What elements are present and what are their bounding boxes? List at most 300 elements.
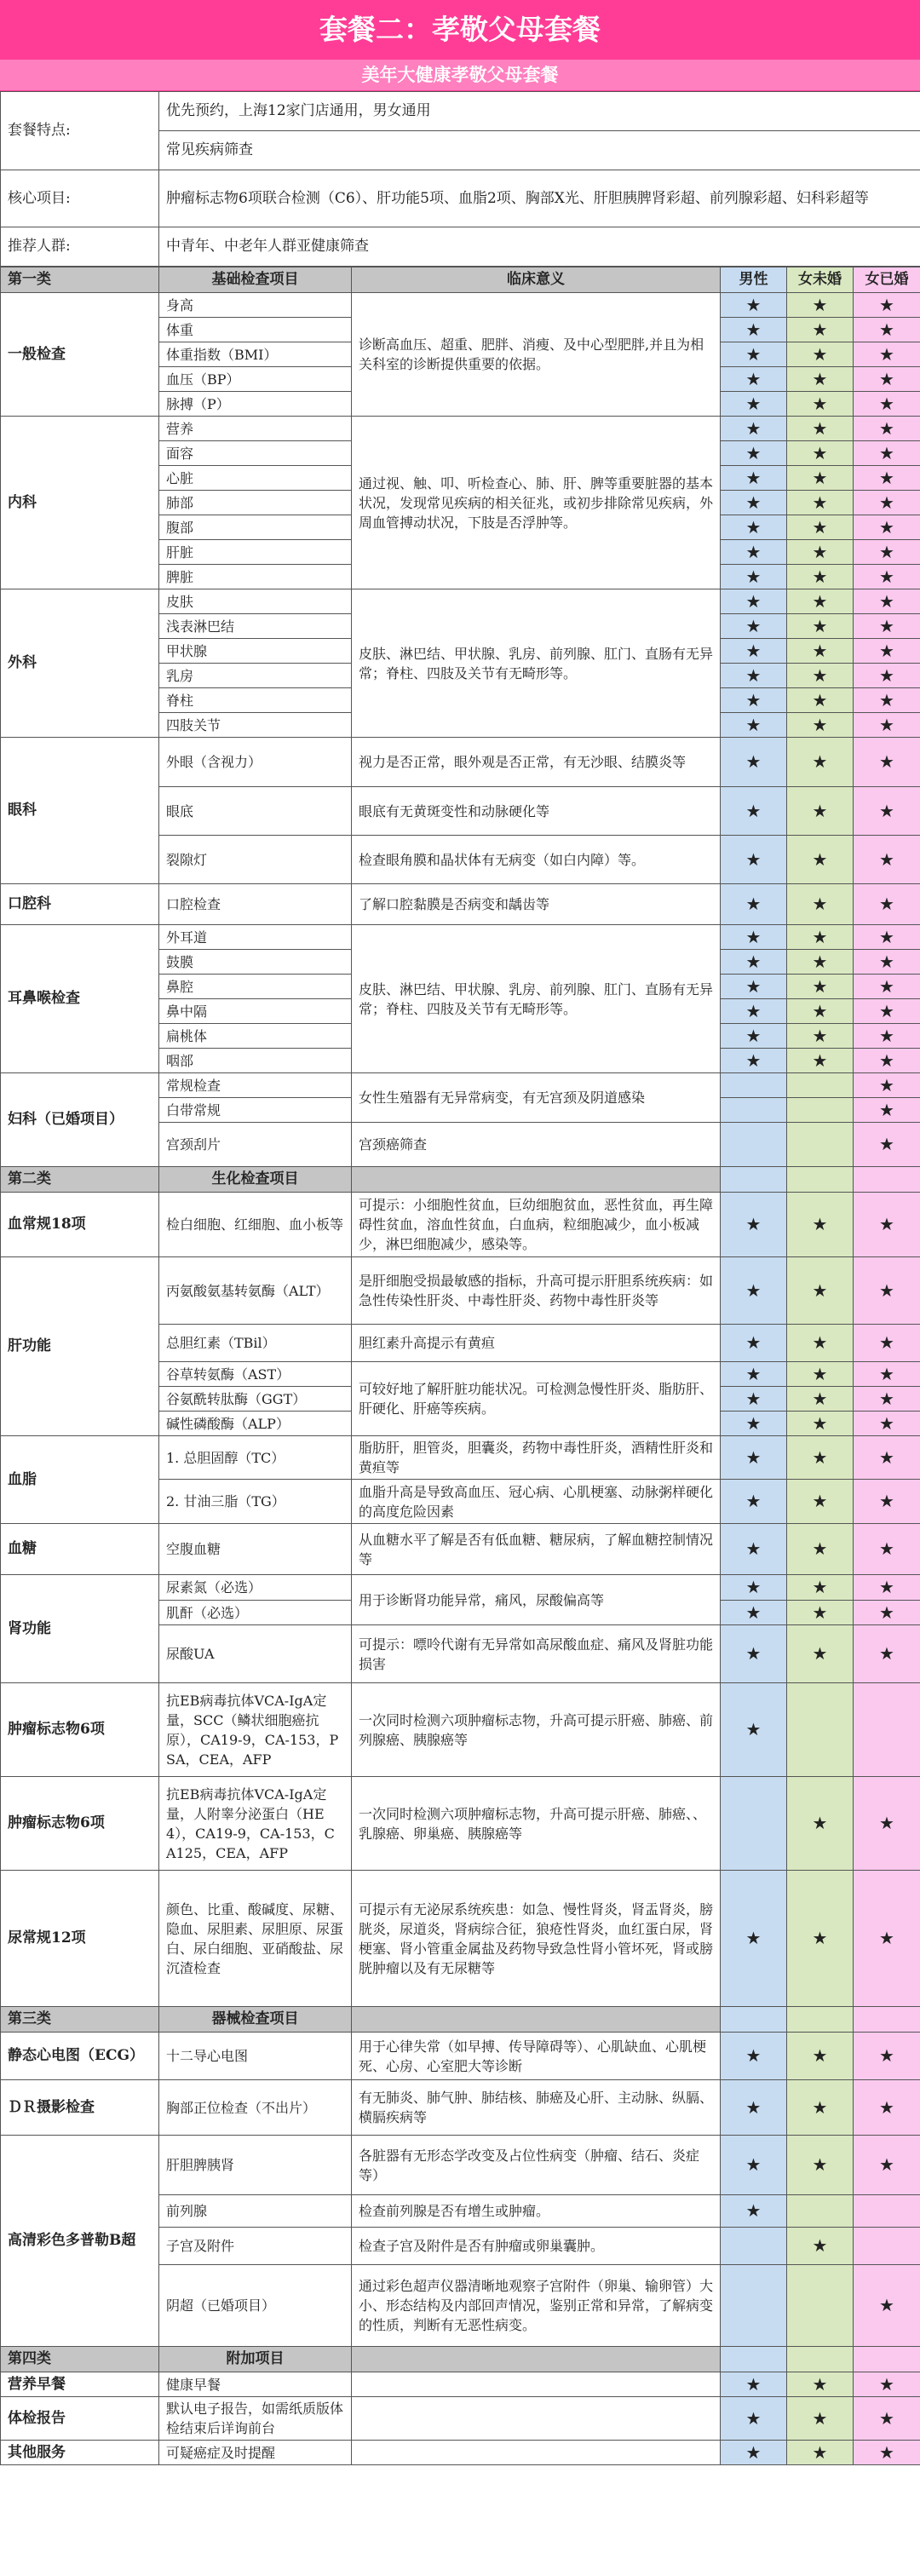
married-female-mark <box>854 2228 920 2265</box>
single-female-mark: ★ <box>787 1024 854 1049</box>
single-female-mark: ★ <box>787 2080 854 2136</box>
single-female-mark: ★ <box>787 441 854 466</box>
item-meaning: 可提示：小细胞性贫血，巨幼细胞贫血，恶性贫血，再生障碍性贫血，溶血性贫血，白血病，粒细胞减少，血小板减少，淋巴细胞减少，感染等。 <box>352 1193 721 1257</box>
item-meaning: 可提示：嘌呤代谢有无异常如高尿酸血症、痛风及肾脏功能损害 <box>352 1625 721 1683</box>
male-mark: ★ <box>721 293 787 318</box>
single-female-mark: ★ <box>787 975 854 999</box>
col-male-header <box>721 1167 787 1193</box>
category-header <box>1 1167 920 1193</box>
male-mark: ★ <box>721 1524 787 1575</box>
married-female-mark: ★ <box>854 1871 920 2007</box>
item-name: 十二导心电图 <box>159 2033 352 2080</box>
item-meaning <box>352 2397 721 2441</box>
male-mark <box>721 1098 787 1123</box>
single-female-mark: ★ <box>787 1436 854 1480</box>
item-name: 检白细胞、红细胞、血小板等 <box>159 1193 352 1257</box>
single-female-mark: ★ <box>787 1524 854 1575</box>
table-row <box>1 1073 920 1098</box>
item-meaning: 皮肤、淋巴结、甲状腺、乳房、前列腺、肛门、直肠有无异常；脊柱、四肢及关节有无畸形等。 <box>352 589 721 738</box>
married-female-mark: ★ <box>854 1524 920 1575</box>
item-name: 心脏 <box>159 466 352 491</box>
male-mark: ★ <box>721 2441 787 2465</box>
married-female-mark: ★ <box>854 2265 920 2347</box>
section-name: 血常规18项 <box>1 1193 159 1257</box>
single-female-mark: ★ <box>787 688 854 713</box>
item-meaning: 检查前列腺是否有增生或肿瘤。 <box>352 2195 721 2228</box>
married-female-mark: ★ <box>854 515 920 540</box>
male-mark: ★ <box>721 565 787 589</box>
item-meaning <box>352 2372 721 2397</box>
male-mark <box>721 1073 787 1098</box>
single-female-mark: ★ <box>787 1480 854 1524</box>
item-name: 丙氨酸氨基转氨酶（ALT） <box>159 1257 352 1325</box>
single-female-mark: ★ <box>787 1412 854 1436</box>
item-name: 健康早餐 <box>159 2372 352 2397</box>
table-row <box>1 1257 920 1325</box>
item-meaning: 一次同时检测六项肿瘤标志物，升高可提示肝癌、肺癌、、乳腺癌、卵巢癌、胰腺癌等 <box>352 1777 721 1871</box>
section-name: 高清彩色多普勒B超 <box>1 2136 159 2347</box>
single-female-mark: ★ <box>787 950 854 975</box>
item-meaning: 胆红素升高提示有黄疸 <box>352 1325 721 1362</box>
male-mark: ★ <box>721 1193 787 1257</box>
section-name: 肿瘤标志物6项 <box>1 1777 159 1871</box>
single-female-mark: ★ <box>787 713 854 738</box>
item-name: 体重 <box>159 318 352 342</box>
married-female-mark: ★ <box>854 664 920 688</box>
table-row <box>1 417 920 441</box>
item-meaning: 通过彩色超声仪器清晰地观察子宫附件（卵巢、输卵管）大小、形态结构及内部回声情况，鉴别正常和异常，了解病变的性质，判断有无恶性病变。 <box>352 2265 721 2347</box>
male-mark: ★ <box>721 2080 787 2136</box>
info-value: 常见疾病筛查 <box>159 131 920 170</box>
category-name: 第二类 <box>1 1167 159 1193</box>
table-row <box>1 1575 920 1601</box>
male-mark: ★ <box>721 2195 787 2228</box>
male-mark: ★ <box>721 589 787 614</box>
single-female-mark: ★ <box>787 664 854 688</box>
single-female-mark <box>787 2195 854 2228</box>
male-mark: ★ <box>721 1325 787 1362</box>
single-female-mark: ★ <box>787 1362 854 1387</box>
married-female-mark: ★ <box>854 2441 920 2465</box>
single-female-mark <box>787 1073 854 1098</box>
item-name: 脾脏 <box>159 565 352 589</box>
married-female-mark: ★ <box>854 2397 920 2441</box>
married-female-mark: ★ <box>854 392 920 417</box>
single-female-mark: ★ <box>787 1625 854 1683</box>
male-mark: ★ <box>721 787 787 836</box>
male-mark: ★ <box>721 1871 787 2007</box>
male-mark: ★ <box>721 1625 787 1683</box>
item-meaning: 检查子宫及附件是否有肿瘤或卵巢囊肿。 <box>352 2228 721 2265</box>
male-mark: ★ <box>721 1436 787 1480</box>
table-row <box>1 2441 920 2465</box>
single-female-mark: ★ <box>787 417 854 441</box>
male-mark: ★ <box>721 417 787 441</box>
item-name: 鼻腔 <box>159 975 352 999</box>
table-row <box>1 1871 920 2007</box>
married-female-mark: ★ <box>854 639 920 664</box>
male-mark: ★ <box>721 2136 787 2195</box>
male-mark: ★ <box>721 342 787 367</box>
single-female-mark: ★ <box>787 614 854 639</box>
category-header <box>1 2347 920 2372</box>
item-name: 颜色、比重、酸碱度、尿糖、隐血、尿胆素、尿胆原、尿蛋白、尿白细胞、亚硝酸盐、尿沉渣检查 <box>159 1871 352 2007</box>
item-name: 肝脏 <box>159 540 352 565</box>
item-meaning: 宫颈癌筛查 <box>352 1123 721 1167</box>
col-married-female-header <box>854 2007 920 2033</box>
item-meaning <box>352 2441 721 2465</box>
item-meaning: 用于心律失常（如早搏、传导障碍等）、心肌缺血、心肌梗死、心房、心室肥大等诊断 <box>352 2033 721 2080</box>
item-meaning: 通过视、触、叩、听检查心、肺、肝、脾等重要脏器的基本状况，发现常见疾病的相关征兆，或初步排除常见疾病，外周血管搏动状况，下肢是否浮肿等。 <box>352 417 721 589</box>
item-name: 2. 甘油三脂（TG） <box>159 1480 352 1524</box>
item-name: 咽部 <box>159 1049 352 1073</box>
table-row <box>1 2136 920 2195</box>
info-value: 优先预约，上海12家门店通用，男女通用 <box>159 92 920 131</box>
single-female-mark: ★ <box>787 2372 854 2397</box>
item-name: 眼底 <box>159 787 352 836</box>
exam-table <box>0 267 920 2465</box>
item-name: 腹部 <box>159 515 352 540</box>
single-female-mark: ★ <box>787 515 854 540</box>
married-female-mark: ★ <box>854 1257 920 1325</box>
item-name: 肝胆脾胰肾 <box>159 2136 352 2195</box>
married-female-mark: ★ <box>854 975 920 999</box>
married-female-mark: ★ <box>854 1325 920 1362</box>
male-mark: ★ <box>721 836 787 884</box>
category-title: 附加项目 <box>159 2347 352 2372</box>
col-single-female-header <box>787 1167 854 1193</box>
item-name: 子宫及附件 <box>159 2228 352 2265</box>
male-mark: ★ <box>721 1024 787 1049</box>
married-female-mark: ★ <box>854 1575 920 1601</box>
single-female-mark: ★ <box>787 787 854 836</box>
col-single-female-header: 女未婚 <box>787 267 854 293</box>
item-name: 抗EB病毒抗体VCA-IgA定量，人附睾分泌蛋白（HE4），CA19-9，CA-153，CA125，CEA，AFP <box>159 1777 352 1871</box>
male-mark: ★ <box>721 318 787 342</box>
married-female-mark: ★ <box>854 614 920 639</box>
male-mark: ★ <box>721 540 787 565</box>
item-name: 鼻中隔 <box>159 999 352 1024</box>
married-female-mark: ★ <box>854 2136 920 2195</box>
married-female-mark: ★ <box>854 441 920 466</box>
section-name: 体检报告 <box>1 2397 159 2441</box>
section-name: 妇科（已婚项目） <box>1 1073 159 1167</box>
male-mark: ★ <box>721 2372 787 2397</box>
section-name: 内科 <box>1 417 159 589</box>
item-name: 裂隙灯 <box>159 836 352 884</box>
item-name: 肺部 <box>159 491 352 515</box>
section-name: 口腔科 <box>1 884 159 925</box>
male-mark: ★ <box>721 688 787 713</box>
single-female-mark: ★ <box>787 2228 854 2265</box>
single-female-mark: ★ <box>787 2033 854 2080</box>
item-name: 谷氨酰转肽酶（GGT） <box>159 1387 352 1412</box>
male-mark: ★ <box>721 1601 787 1625</box>
married-female-mark: ★ <box>854 836 920 884</box>
male-mark <box>721 1123 787 1167</box>
male-mark: ★ <box>721 664 787 688</box>
item-name: 乳房 <box>159 664 352 688</box>
item-meaning: 血脂升高是导致高血压、冠心病、心肌梗塞、动脉粥样硬化的高度危险因素 <box>352 1480 721 1524</box>
single-female-mark: ★ <box>787 1325 854 1362</box>
item-meaning: 女性生殖器有无异常病变，有无宫颈及阴道感染 <box>352 1073 721 1123</box>
male-mark: ★ <box>721 1412 787 1436</box>
item-name: 脊柱 <box>159 688 352 713</box>
male-mark: ★ <box>721 614 787 639</box>
male-mark: ★ <box>721 2033 787 2080</box>
col-male-header <box>721 2007 787 2033</box>
item-name: 皮肤 <box>159 589 352 614</box>
married-female-mark <box>854 1683 920 1777</box>
table-row <box>1 1436 920 1480</box>
section-name: 外科 <box>1 589 159 738</box>
item-name: 外眼（含视力） <box>159 738 352 787</box>
info-label: 套餐特点: <box>1 92 159 170</box>
info-label: 推荐人群: <box>1 227 159 267</box>
category-meaning-header <box>352 1167 721 1193</box>
item-name: 碱性磷酸酶（ALP） <box>159 1412 352 1436</box>
item-meaning: 一次同时检测六项肿瘤标志物，升高可提示肝癌、肺癌、前列腺癌、胰腺癌等 <box>352 1683 721 1777</box>
table-row <box>1 884 920 925</box>
info-value: 中青年、中老年人群亚健康筛查 <box>159 227 920 267</box>
item-name: 可疑癌症及时提醒 <box>159 2441 352 2465</box>
married-female-mark: ★ <box>854 950 920 975</box>
single-female-mark: ★ <box>787 738 854 787</box>
table-row <box>1 2372 920 2397</box>
category-header <box>1 2007 920 2033</box>
category-meaning-header <box>352 2007 721 2033</box>
single-female-mark: ★ <box>787 491 854 515</box>
male-mark: ★ <box>721 639 787 664</box>
male-mark: ★ <box>721 1480 787 1524</box>
single-female-mark: ★ <box>787 1257 854 1325</box>
male-mark: ★ <box>721 925 787 950</box>
male-mark: ★ <box>721 1362 787 1387</box>
table-row <box>1 2033 920 2080</box>
category-meaning-header: 临床意义 <box>352 267 721 293</box>
single-female-mark: ★ <box>787 1387 854 1412</box>
single-female-mark: ★ <box>787 639 854 664</box>
married-female-mark: ★ <box>854 787 920 836</box>
section-name: 肾功能 <box>1 1575 159 1683</box>
married-female-mark: ★ <box>854 1123 920 1167</box>
item-meaning: 了解口腔黏膜是否病变和龋齿等 <box>352 884 721 925</box>
male-mark: ★ <box>721 884 787 925</box>
section-name: 肿瘤标志物6项 <box>1 1683 159 1777</box>
married-female-mark: ★ <box>854 2033 920 2080</box>
single-female-mark: ★ <box>787 999 854 1024</box>
section-name: 肝功能 <box>1 1257 159 1436</box>
married-female-mark: ★ <box>854 318 920 342</box>
married-female-mark: ★ <box>854 713 920 738</box>
package-title: 套餐二：孝敬父母套餐 <box>0 0 920 60</box>
table-row <box>1 925 920 950</box>
item-meaning: 视力是否正常，眼外观是否正常，有无沙眼、结膜炎等 <box>352 738 721 787</box>
married-female-mark: ★ <box>854 293 920 318</box>
section-name: 其他服务 <box>1 2441 159 2465</box>
male-mark <box>721 1777 787 1871</box>
single-female-mark: ★ <box>787 367 854 392</box>
married-female-mark: ★ <box>854 1024 920 1049</box>
item-name: 空腹血糖 <box>159 1524 352 1575</box>
section-name: ＤＲ摄影检查 <box>1 2080 159 2136</box>
item-name: 甲状腺 <box>159 639 352 664</box>
married-female-mark: ★ <box>854 540 920 565</box>
married-female-mark: ★ <box>854 884 920 925</box>
item-meaning: 检查眼角膜和晶状体有无病变（如白内障）等。 <box>352 836 721 884</box>
info-label: 核心项目: <box>1 170 159 227</box>
male-mark <box>721 2265 787 2347</box>
item-name: 白带常规 <box>159 1098 352 1123</box>
category-name: 第三类 <box>1 2007 159 2033</box>
item-name: 体重指数（BMI） <box>159 342 352 367</box>
male-mark: ★ <box>721 1575 787 1601</box>
package-info-table <box>0 91 920 267</box>
item-name: 口腔检查 <box>159 884 352 925</box>
married-female-mark: ★ <box>854 1362 920 1387</box>
male-mark: ★ <box>721 999 787 1024</box>
item-name: 前列腺 <box>159 2195 352 2228</box>
col-male-header <box>721 2347 787 2372</box>
section-name: 血脂 <box>1 1436 159 1524</box>
single-female-mark: ★ <box>787 1193 854 1257</box>
item-name: 默认电子报告，如需纸质版体检结束后详询前台 <box>159 2397 352 2441</box>
item-name: 鼓膜 <box>159 950 352 975</box>
section-name: 一般检查 <box>1 293 159 417</box>
male-mark: ★ <box>721 1387 787 1412</box>
single-female-mark <box>787 1123 854 1167</box>
table-row <box>1 1683 920 1777</box>
single-female-mark: ★ <box>787 1049 854 1073</box>
single-female-mark: ★ <box>787 565 854 589</box>
married-female-mark: ★ <box>854 589 920 614</box>
single-female-mark: ★ <box>787 2441 854 2465</box>
package-subtitle: 美年大健康孝敬父母套餐 <box>0 60 920 91</box>
item-name: 身高 <box>159 293 352 318</box>
male-mark: ★ <box>721 713 787 738</box>
item-name: 外耳道 <box>159 925 352 950</box>
single-female-mark <box>787 1683 854 1777</box>
male-mark: ★ <box>721 367 787 392</box>
table-row <box>1 2397 920 2441</box>
single-female-mark: ★ <box>787 589 854 614</box>
single-female-mark <box>787 2265 854 2347</box>
item-meaning: 诊断高血压、超重、肥胖、消瘦、及中心型肥胖,并且为相关科室的诊断提供重要的依据。 <box>352 293 721 417</box>
item-name: 常规检查 <box>159 1073 352 1098</box>
item-name: 血压（BP） <box>159 367 352 392</box>
married-female-mark: ★ <box>854 2080 920 2136</box>
section-name: 尿常规12项 <box>1 1871 159 2007</box>
item-name: 宫颈刮片 <box>159 1123 352 1167</box>
married-female-mark: ★ <box>854 1412 920 1436</box>
married-female-mark <box>854 2195 920 2228</box>
married-female-mark: ★ <box>854 1387 920 1412</box>
table-row <box>1 589 920 614</box>
married-female-mark: ★ <box>854 491 920 515</box>
married-female-mark: ★ <box>854 2372 920 2397</box>
married-female-mark: ★ <box>854 1073 920 1098</box>
single-female-mark: ★ <box>787 342 854 367</box>
item-name: 尿素氮（必选） <box>159 1575 352 1601</box>
married-female-mark: ★ <box>854 1049 920 1073</box>
single-female-mark: ★ <box>787 925 854 950</box>
item-name: 浅表淋巴结 <box>159 614 352 639</box>
category-meaning-header <box>352 2347 721 2372</box>
table-row <box>1 1524 920 1575</box>
married-female-mark: ★ <box>854 1436 920 1480</box>
single-female-mark: ★ <box>787 318 854 342</box>
item-name: 脉搏（P） <box>159 392 352 417</box>
married-female-mark: ★ <box>854 565 920 589</box>
item-name: 谷草转氨酶（AST） <box>159 1362 352 1387</box>
single-female-mark: ★ <box>787 1575 854 1601</box>
table-row <box>1 293 920 318</box>
male-mark <box>721 2228 787 2265</box>
single-female-mark: ★ <box>787 2136 854 2195</box>
item-meaning: 可较好地了解肝脏功能状况。可检测急慢性肝炎、脂肪肝、肝硬化、肝癌等疾病。 <box>352 1362 721 1436</box>
male-mark: ★ <box>721 1683 787 1777</box>
item-name: 肌酐（必选） <box>159 1601 352 1625</box>
table-row <box>1 2080 920 2136</box>
married-female-mark: ★ <box>854 367 920 392</box>
item-meaning: 从血糖水平了解是否有低血糖、糖尿病，了解血糖控制情况等 <box>352 1524 721 1575</box>
col-single-female-header <box>787 2347 854 2372</box>
male-mark: ★ <box>721 441 787 466</box>
item-meaning: 眼底有无黄斑变性和动脉硬化等 <box>352 787 721 836</box>
male-mark: ★ <box>721 515 787 540</box>
item-name: 营养 <box>159 417 352 441</box>
married-female-mark: ★ <box>854 1098 920 1123</box>
male-mark: ★ <box>721 738 787 787</box>
married-female-mark: ★ <box>854 688 920 713</box>
single-female-mark: ★ <box>787 293 854 318</box>
section-name: 营养早餐 <box>1 2372 159 2397</box>
table-row <box>1 1777 920 1871</box>
section-name: 眼科 <box>1 738 159 884</box>
single-female-mark: ★ <box>787 392 854 417</box>
table-row <box>1 1193 920 1257</box>
male-mark: ★ <box>721 1257 787 1325</box>
single-female-mark: ★ <box>787 466 854 491</box>
info-value: 肿瘤标志物6项联合检测（C6）、肝功能5项、血脂2项、胸部X光、肝胆胰脾肾彩超、前列腺彩超、妇科彩超等 <box>159 170 920 227</box>
section-name: 血糖 <box>1 1524 159 1575</box>
col-married-female-header <box>854 2347 920 2372</box>
married-female-mark: ★ <box>854 466 920 491</box>
section-name: 静态心电图（ECG） <box>1 2033 159 2080</box>
male-mark: ★ <box>721 392 787 417</box>
item-meaning: 用于诊断肾功能异常，痛风，尿酸偏高等 <box>352 1575 721 1625</box>
col-single-female-header <box>787 2007 854 2033</box>
item-meaning: 有无肺炎、肺气肿、肺结核、肺癌及心肝、主动脉、纵膈、横膈疾病等 <box>352 2080 721 2136</box>
category-title: 基础检查项目 <box>159 267 352 293</box>
item-name: 1. 总胆固醇（TC） <box>159 1436 352 1480</box>
single-female-mark: ★ <box>787 836 854 884</box>
item-name: 抗EB病毒抗体VCA-IgA定量，SCC（鳞状细胞癌抗原），CA19-9，CA-153，PSA，CEA，AFP <box>159 1683 352 1777</box>
item-name: 尿酸UA <box>159 1625 352 1683</box>
single-female-mark: ★ <box>787 1777 854 1871</box>
category-title: 生化检查项目 <box>159 1167 352 1193</box>
category-name: 第四类 <box>1 2347 159 2372</box>
married-female-mark: ★ <box>854 1480 920 1524</box>
item-meaning: 是肝细胞受损最敏感的指标，升高可提示肝胆系统疾病：如急性传染性肝炎、中毒性肝炎、药物中毒性肝炎等 <box>352 1257 721 1325</box>
item-meaning: 可提示有无泌尿系统疾患：如急、慢性肾炎，肾盂肾炎，膀胱炎，尿道炎，肾病综合征，狼疮性肾炎，血红蛋白尿，肾梗塞、肾小管重金属盐及药物导致急性肾小管坏死，肾或膀胱肿瘤以及有无尿糖等 <box>352 1871 721 2007</box>
category-header <box>1 267 920 293</box>
male-mark: ★ <box>721 2397 787 2441</box>
item-meaning: 各脏器有无形态学改变及占位性病变（肿瘤、结石、炎症等） <box>352 2136 721 2195</box>
item-name: 四肢关节 <box>159 713 352 738</box>
single-female-mark: ★ <box>787 2397 854 2441</box>
male-mark: ★ <box>721 1049 787 1073</box>
